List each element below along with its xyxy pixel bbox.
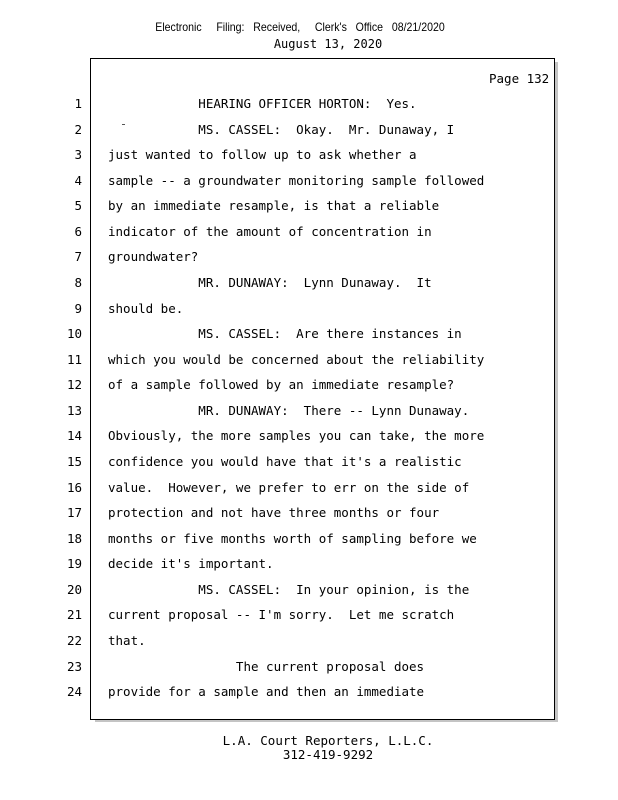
line-number: 1 xyxy=(74,96,82,111)
transcript-line: HEARING OFFICER HORTON: Yes. xyxy=(108,96,417,111)
line-number: 3 xyxy=(74,147,82,162)
transcript-line: Obviously, the more samples you can take, the more xyxy=(108,428,485,443)
transcript-line: groundwater? xyxy=(108,249,199,264)
reporter-phone: 312-419-9292 xyxy=(282,747,374,762)
transcript-line: protection and not have three months or four xyxy=(108,505,440,520)
transcript-line: by an immediate resample, is that a reliable xyxy=(108,198,440,213)
line-number: 22 xyxy=(66,633,82,648)
transcript-line: decide it's important. xyxy=(108,556,274,571)
transcript-line: confidence you would have that it's a realistic xyxy=(108,454,462,469)
line-number: 21 xyxy=(66,607,82,622)
line-number: 5 xyxy=(74,198,82,213)
transcript-line: should be. xyxy=(108,301,184,316)
reporter-company: L.A. Court Reporters, L.L.C. xyxy=(222,733,434,748)
transcript-line: that. xyxy=(108,633,146,648)
line-number: 14 xyxy=(66,428,82,443)
line-number: 9 xyxy=(74,301,82,316)
line-number: 18 xyxy=(66,531,82,546)
line-number: 6 xyxy=(74,224,82,239)
line-number: 16 xyxy=(66,480,82,495)
line-number: 13 xyxy=(66,403,82,418)
line-number: 4 xyxy=(74,173,82,188)
line-number: 7 xyxy=(74,249,82,264)
line-number: 23 xyxy=(66,659,82,674)
line-number: 15 xyxy=(66,454,82,469)
transcript-line: provide for a sample and then an immediate xyxy=(108,684,425,699)
line-number: 24 xyxy=(66,684,82,699)
transcript-line: of a sample followed by an immediate resample? xyxy=(108,377,455,392)
transcript-line: MS. CASSEL: Okay. Mr. Dunaway, I xyxy=(108,122,455,137)
line-number: 17 xyxy=(66,505,82,520)
transcript-line: months or five months worth of sampling before we xyxy=(108,531,477,546)
filing-stamp: Electronic Filing: Received, Clerk's Office 08/21/2020 xyxy=(155,20,445,34)
transcript-line: which you would be concerned about the reliability xyxy=(108,352,485,367)
transcript-line: MR. DUNAWAY: Lynn Dunaway. It xyxy=(108,275,432,290)
line-number: 19 xyxy=(66,556,82,571)
line-number: 2 xyxy=(74,122,82,137)
transcript-line: value. However, we prefer to err on the side of xyxy=(108,480,470,495)
transcript-line: MS. CASSEL: Are there instances in xyxy=(108,326,462,341)
transcript-line: The current proposal does xyxy=(108,659,425,674)
page-number: Page 132 xyxy=(489,71,550,86)
transcript-line: sample -- a groundwater monitoring sample followed xyxy=(108,173,485,188)
line-number: 12 xyxy=(66,377,82,392)
hearing-date: August 13, 2020 xyxy=(273,37,383,51)
line-number: 11 xyxy=(66,352,82,367)
line-number: 8 xyxy=(74,275,82,290)
transcript-line: indicator of the amount of concentration in xyxy=(108,224,432,239)
transcript-line: just wanted to follow up to ask whether a xyxy=(108,147,417,162)
transcript-line: current proposal -- I'm sorry. Let me scratch xyxy=(108,607,455,622)
transcript-line: MS. CASSEL: In your opinion, is the xyxy=(108,582,470,597)
line-number: 20 xyxy=(66,582,82,597)
line-number: 10 xyxy=(66,326,82,341)
transcript-line: MR. DUNAWAY: There -- Lynn Dunaway. xyxy=(108,403,470,418)
